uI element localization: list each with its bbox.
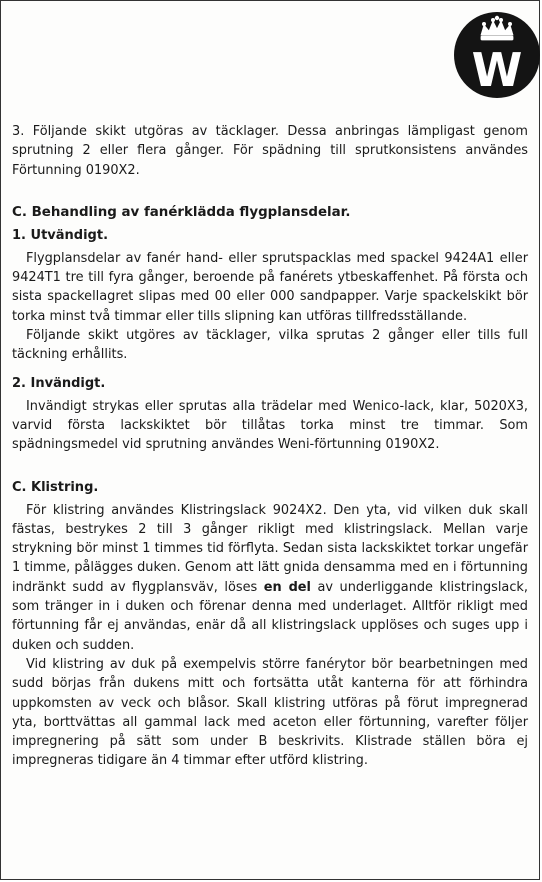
subsection-1-paragraph-2: Följande skikt utgöres av täcklager, vilka sprutas 2 gånger eller tills full täckning erhållits. — [12, 328, 528, 363]
subsection-1-heading: 1. Utvändigt. — [12, 227, 109, 243]
wenico-logo — [453, 11, 541, 99]
subsection-2-heading: 2. Invändigt. — [12, 375, 106, 391]
document-body — [12, 122, 528, 771]
subsection-1-paragraph-1: Flygplansdelar av fanér hand- eller sprutspacklas med spackel 9424A1 eller 9424T1 tre till fyra gånger, beroende på fanérets ytbeskaffenhet. På första och sista spackellagret slipas med 00 eller 000 sandpapper. Varje spackelskikt bör torka minst två timmar eller tills slipning kan utföras tillfredsställande. — [12, 250, 528, 324]
item-3-paragraph: 3. Följande skikt utgöras av täcklager. Dessa anbringas lämpligast genom sprutning 2 eller flera gånger. För spädning till sprutkonsistens användes Förtunning 0190X2. — [12, 124, 528, 178]
logo-letter: W — [471, 43, 523, 97]
klistring-paragraph-1: För klistring användes Klistringslack 9024X2. Den yta, vid vilken duk skall fästas, bestrykes 2 till 3 gånger rikligt med klistringslack. Mellan varje strykning bör minst 1 timmes tid förflyta. Sedan sista lackskiktet torkar ungefär 1 timme, pålägges duken. Genom att lätt gnida densamma med en i förtunning indränkt sudd av flygplansväv, löses en del av underliggande klistringslack, som tränger in i duken och förenar denna med underlaget. Alltför rikligt med förtunning får ej användas, enär då all klistringslack upplöses och suges upp i duken och sudden. — [12, 502, 528, 653]
emphasis-en-del: en del — [263, 579, 311, 595]
klistring-heading: C. Klistring. — [12, 479, 99, 495]
section-c-heading: C. Behandling av fanérklädda flygplansdelar. — [12, 204, 351, 220]
subsection-2-paragraph: Invändigt strykas eller sprutas alla trädelar med Wenico-lack, klar, 5020X3, varvid första lackskiktet bör tillåtas torka minst tre timmar. Som spädningsmedel vid sprutning användes Weni-förtunning 0190X2. — [12, 398, 528, 453]
klistring-paragraph-2: Vid klistring av duk på exempelvis större fanérytor bör bearbetningen med sudd börjas från dukens mitt och fortsätta utåt kanterna för att förhindra uppkomsten av veck och blåsor. Skall klistring utföras på förut impregnerad yta, borttvättas all gammal lack med aceton eller förtunning, varefter följer impregnering på sätt som under B beskrivits. Klistrade ställen böra ej impregneras tidigare än 4 timmar efter utförd klistring. — [12, 656, 528, 769]
